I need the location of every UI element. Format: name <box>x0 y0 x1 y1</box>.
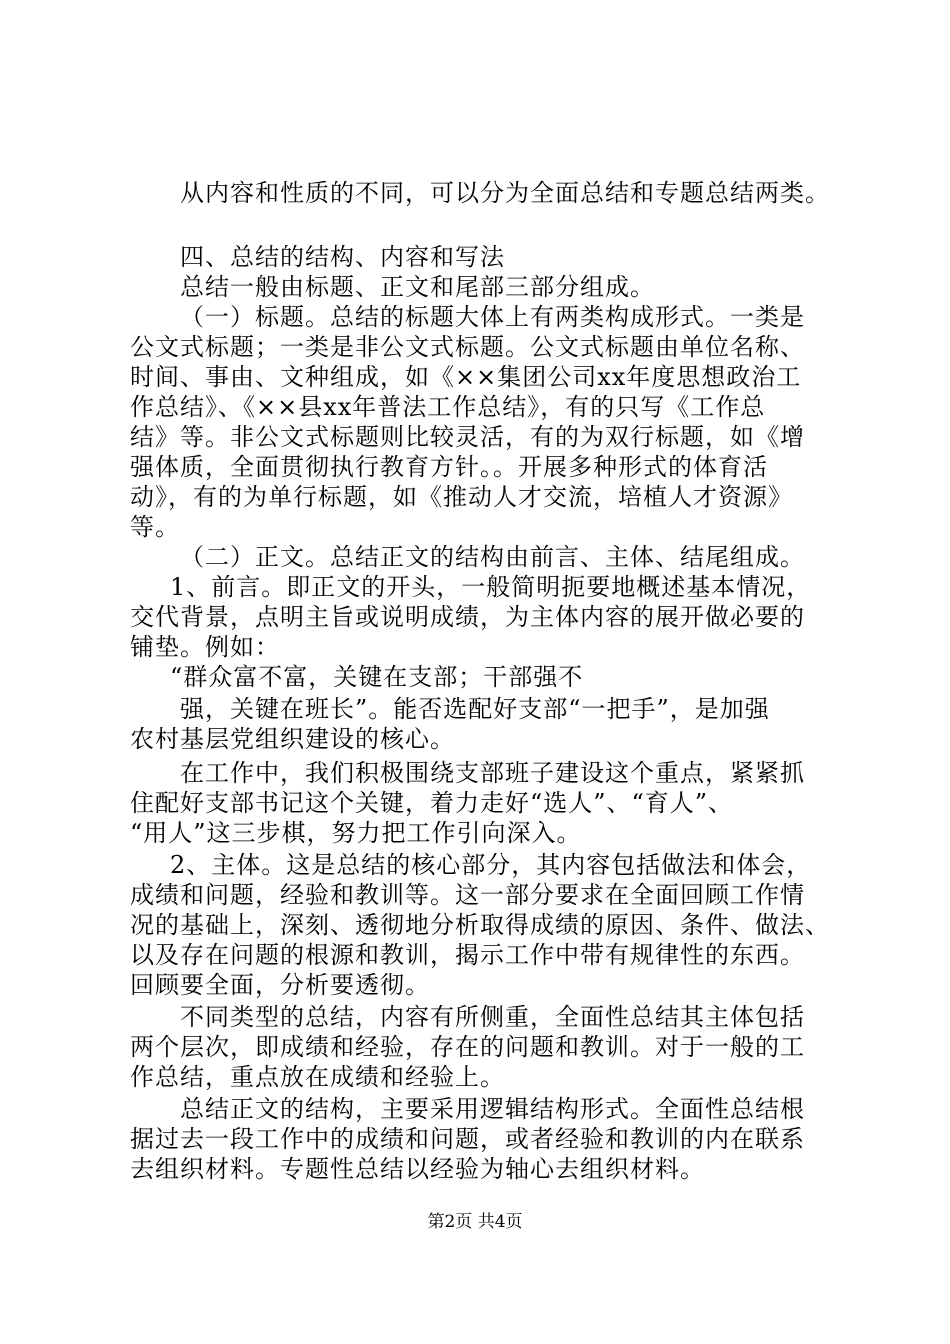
paragraph-line: 强体质，全面贯彻执行教育方针。。开展多种形式的体育活 <box>130 453 768 481</box>
paragraph-line: 2、主体。这是总结的核心部分，其内容包括做法和体会， <box>170 851 812 879</box>
paragraph-line: 况的基础上，深刻、透彻地分析取得成绩的原因、条件、做法、 <box>130 911 830 939</box>
paragraph-line: 据过去一段工作中的成绩和问题，或者经验和教训的内在联系 <box>130 1125 805 1153</box>
paragraph-line: 1、前言。即正文的开头，一般简明扼要地概述基本情况， <box>170 573 812 601</box>
quote-line: 强，关键在班长”。能否选配好支部“一把手”，是加强 <box>180 695 770 723</box>
paragraph-line: 不同类型的总结，内容有所侧重，全面性总结其主体包括 <box>180 1003 805 1031</box>
paragraph-line: 时间、事由、文种组成，如《××集团公司xx年度思想政治工 <box>130 363 802 391</box>
paragraph-line: 回顾要全面，分析要透彻。 <box>130 971 430 999</box>
paragraph-line: 结》等。非公文式标题则比较灵活，有的为双行标题，如《增 <box>130 423 805 451</box>
section-heading: 四、总结的结构、内容和写法 <box>180 243 505 271</box>
paragraph-line: 动》，有的为单行标题，如《推动人才交流，培植人才资源》 <box>130 483 793 511</box>
paragraph-line: 作总结》、《××县xx年普法工作总结》，有的只写《工作总 <box>130 393 766 421</box>
paragraph-line: 作总结，重点放在成绩和经验上。 <box>130 1063 505 1091</box>
paragraph-line: 住配好支部书记这个关键，着力走好“选人”、“育人”、 <box>130 789 734 817</box>
paragraph-line: 成绩和问题，经验和教训等。这一部分要求在全面回顾工作情 <box>130 881 805 909</box>
paragraph-line: 去组织材料。专题性总结以经验为轴心去组织材料。 <box>130 1155 705 1183</box>
paragraph-line: 农村基层党组织建设的核心。 <box>130 725 455 753</box>
paragraph-line: 两个层次，即成绩和经验，存在的问题和教训。对于一般的工 <box>130 1033 805 1061</box>
paragraph-line: （一）标题。总结的标题大体上有两类构成形式。一类是 <box>180 303 805 331</box>
paragraph-line: 铺垫。例如： <box>130 633 280 661</box>
paragraph-line: 等。 <box>130 513 180 541</box>
paragraph-line: 总结正文的结构，主要采用逻辑结构形式。全面性总结根 <box>180 1095 805 1123</box>
paragraph-line: 以及存在问题的根源和教训，揭示工作中带有规律性的东西。 <box>130 941 805 969</box>
quote-line: “群众富不富，关键在支部；干部强不 <box>170 663 584 691</box>
paragraph-line: 在工作中，我们积极围绕支部班子建设这个重点，紧紧抓 <box>180 759 805 787</box>
paragraph-line: （二）正文。总结正文的结构由前言、主体、结尾组成。 <box>180 543 805 571</box>
paragraph-line: 总结一般由标题、正文和尾部三部分组成。 <box>180 273 655 301</box>
page-number-footer: 第2页 共4页 <box>427 1212 523 1232</box>
paragraph-line: 交代背景，点明主旨或说明成绩，为主体内容的展开做必要的 <box>130 603 805 631</box>
paragraph-line: 从内容和性质的不同，可以分为全面总结和专题总结两类。 <box>180 179 830 207</box>
paragraph-line: 公文式标题；一类是非公文式标题。公文式标题由单位名称、 <box>130 333 805 361</box>
paragraph-line: “用人”这三步棋，努力把工作引向深入。 <box>130 819 582 847</box>
